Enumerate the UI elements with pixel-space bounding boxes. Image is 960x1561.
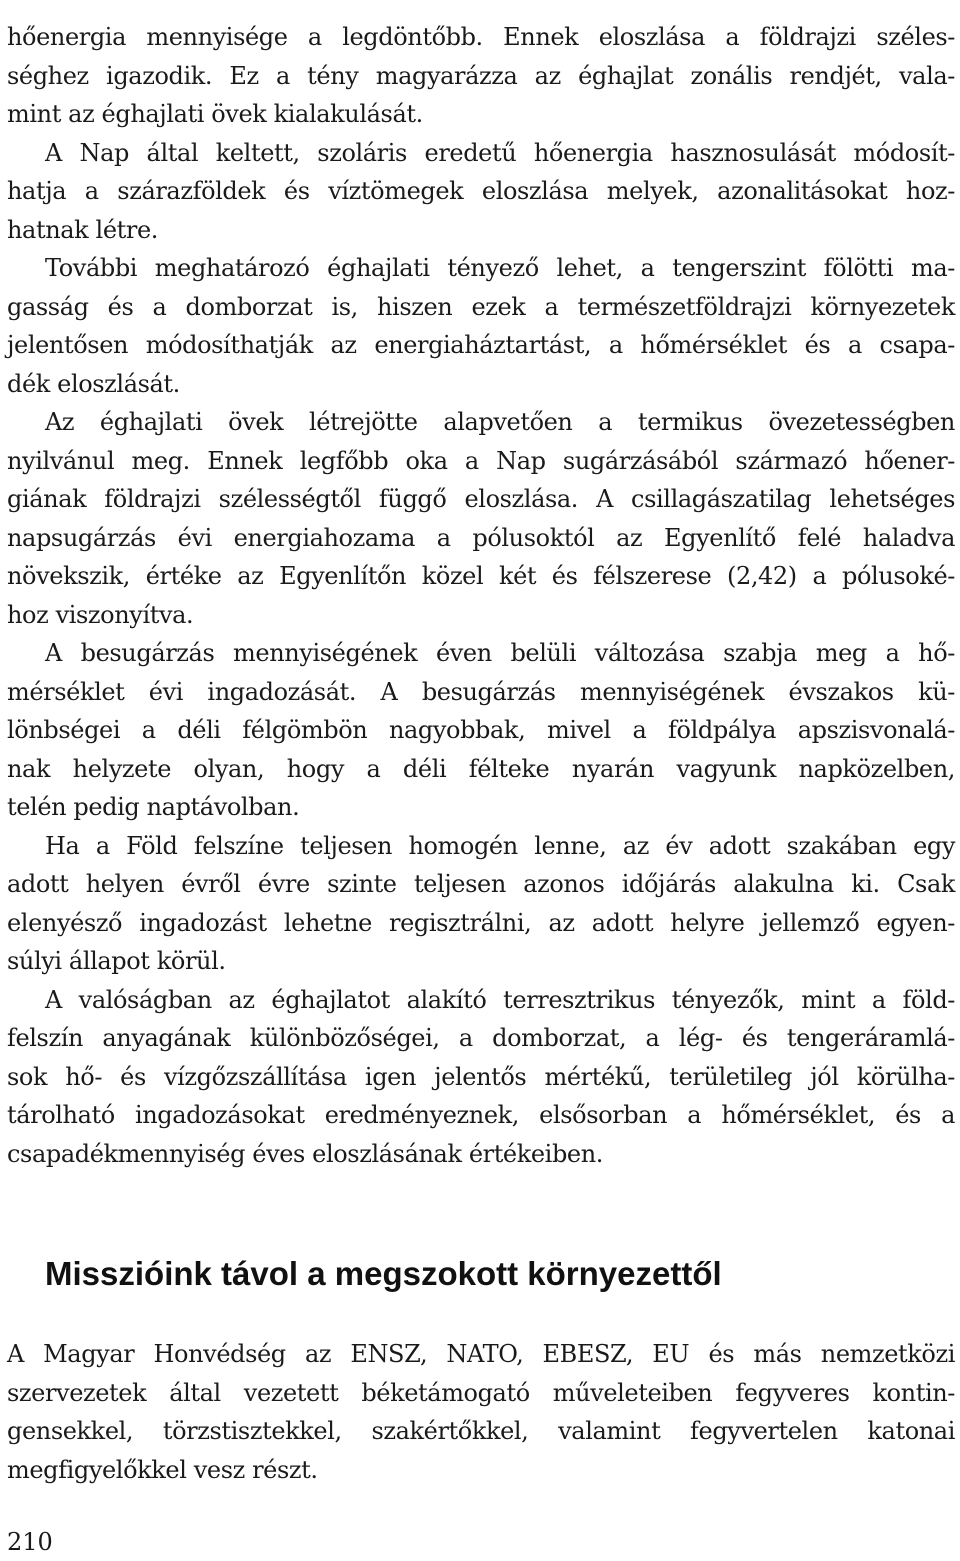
text-line: napsugárzás évi energiahozama a pólusoktól az Egyenlítő felé haladva bbox=[7, 523, 955, 552]
page-number: 210 bbox=[7, 1528, 53, 1556]
text-line: hoz viszonyítva. bbox=[7, 600, 194, 629]
text-line: jelentősen módosíthatják az energiaháztartást, a hőmérséklet és a csapa- bbox=[7, 331, 955, 359]
text-line: Ha a Föld felszíne teljesen homogén lenne, az év adott szakában egy bbox=[45, 831, 955, 860]
text-line: telén pedig naptávolban. bbox=[7, 793, 300, 821]
text-line: Az éghajlati övek létrejötte alapvetően a termikus övezetességben bbox=[45, 408, 955, 436]
text-line: dék eloszlását. bbox=[7, 369, 180, 398]
text-line: séghez igazodik. Ez a tény magyarázza az éghajlat zonális rendjét, vala- bbox=[7, 61, 955, 90]
text-line: A besugárzás mennyiségének éven belüli változása szabja meg a hő- bbox=[45, 639, 955, 667]
text-line: szervezetek által vezetett béketámogató műveleteiben fegyveres kontin- bbox=[7, 1378, 955, 1407]
text-line: mérséklet évi ingadozását. A besugárzás mennyiségének évszakos kü- bbox=[7, 677, 955, 706]
text-line: További meghatározó éghajlati tényező lehet, a tengerszint fölötti ma- bbox=[45, 254, 955, 282]
section-heading: Misszióink távol a megszokott környezettől bbox=[45, 1255, 722, 1292]
text-line: tárolható ingadozásokat eredményeznek, elsősorban a hőmérséklet, és a bbox=[7, 1101, 955, 1129]
text-line: hőenergia mennyisége a legdöntőbb. Ennek eloszlása a földrajzi széles- bbox=[7, 23, 955, 51]
text-line: mint az éghajlati övek kialakulását. bbox=[7, 100, 423, 128]
text-line: felszín anyagának különbözőségei, a domborzat, a lég- és tengeráramlá- bbox=[7, 1024, 955, 1052]
text-line: csapadékmennyiség éves eloszlásának értékeiben. bbox=[7, 1139, 604, 1168]
text-line: hatnak létre. bbox=[7, 215, 158, 244]
text-line: sok hő- és vízgőzszállítása igen jelentős mértékű, területileg jól körülha- bbox=[7, 1062, 955, 1091]
text-line: A valóságban az éghajlatot alakító terresztrikus tényezők, mint a föld- bbox=[45, 985, 955, 1014]
text-line: növekszik, értéke az Egyenlítőn közel két és félszerese (2,42) a pólusoké- bbox=[7, 562, 955, 590]
text-line: giának földrajzi szélességtől függő eloszlása. A csillagászatilag lehetséges bbox=[7, 485, 955, 513]
text-line: gasság és a domborzat is, hiszen ezek a természetföldrajzi környezetek bbox=[7, 292, 955, 321]
text-line: adott helyen évről évre szinte teljesen azonos időjárás alakulna ki. Csak bbox=[7, 870, 955, 898]
text-line: lönbségei a déli félgömbön nagyobbak, mivel a földpálya apszisvonalá- bbox=[7, 716, 955, 744]
text-line: nak helyzete olyan, hogy a déli félteke nyarán vagyunk napközelben, bbox=[7, 754, 955, 783]
text-line: súlyi állapot körül. bbox=[7, 947, 226, 975]
text-line: hatja a szárazföldek és víztömegek eloszlása melyek, azonalitásokat hoz- bbox=[7, 177, 955, 205]
text-line: nyilvánul meg. Ennek legfőbb oka a Nap sugárzásából származó hőener- bbox=[7, 446, 955, 475]
text-line: A Nap által keltett, szoláris eredetű hőenergia hasznosulását módosít- bbox=[45, 138, 955, 167]
text-line: megfigyelőkkel vesz részt. bbox=[7, 1455, 318, 1484]
text-line: elenyésző ingadozást lehetne regisztrálni, az adott helyre jellemző egyen- bbox=[7, 908, 955, 937]
text-line: gensekkel, törzstisztekkel, szakértőkkel, valamint fegyvertelen katonai bbox=[7, 1417, 955, 1445]
text-line: A Magyar Honvédség az ENSZ, NATO, EBESZ, EU és más nemzetközi bbox=[7, 1340, 955, 1368]
